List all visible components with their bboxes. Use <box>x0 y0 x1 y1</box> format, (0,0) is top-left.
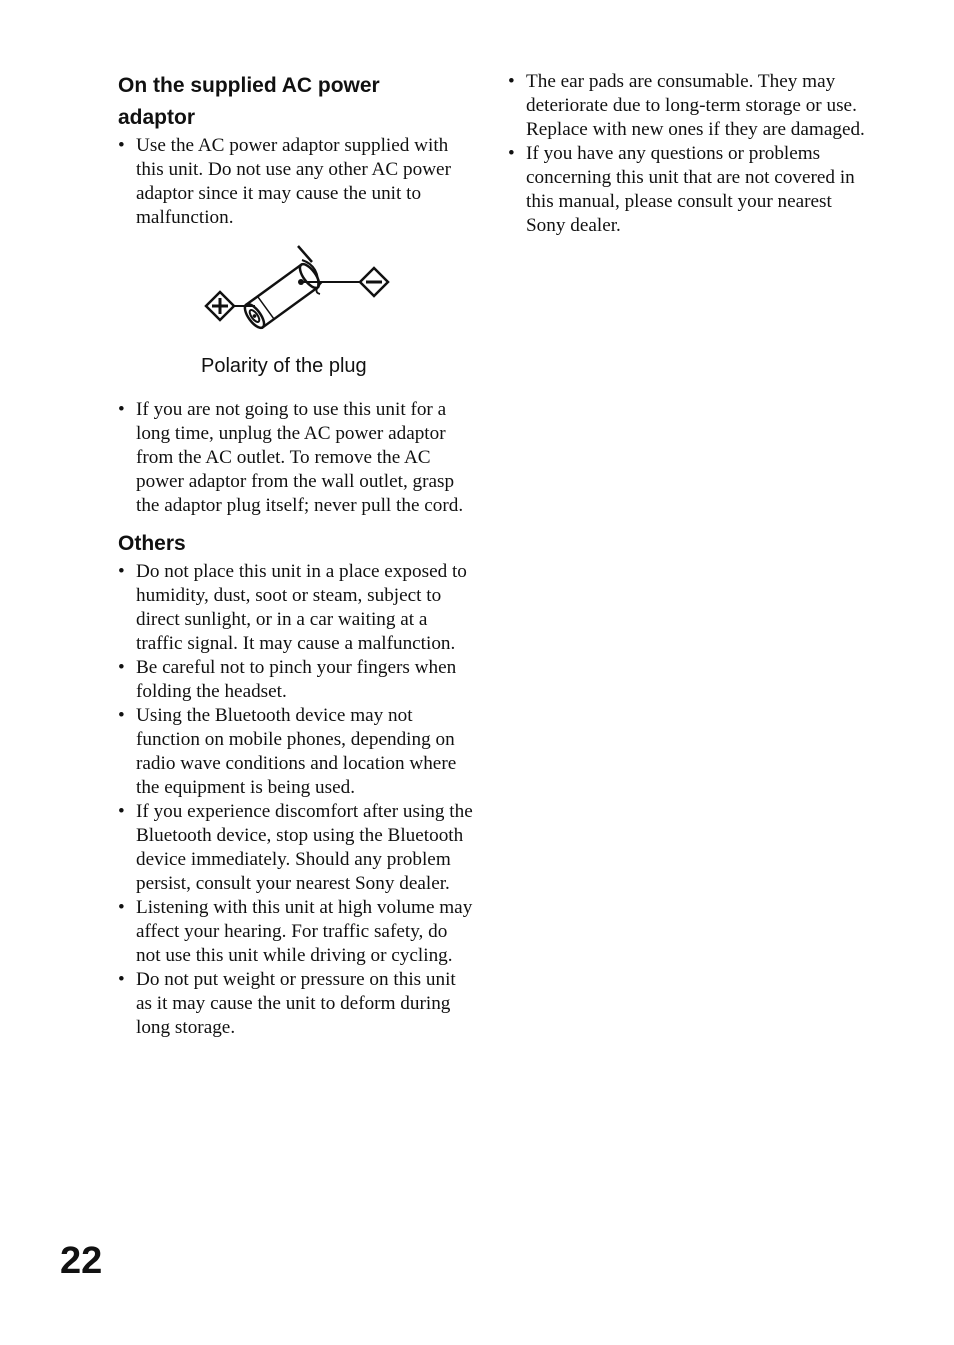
list-item-text: If you are not going to use this unit for a long time, unplug the AC power adaptor from the AC outlet. To remove the AC power adaptor from the wall outlet, grasp the adaptor plug itself; never pull the cord. <box>136 399 464 516</box>
bullet: • <box>118 135 125 156</box>
section-title-line-2: adaptor <box>118 106 196 129</box>
list-item-text: Be careful not to pinch your fingers when folding the headset. <box>136 657 457 702</box>
plug-polarity-figure <box>118 244 474 386</box>
ac-adaptor-list-1 <box>118 134 474 230</box>
bullet: • <box>118 561 125 582</box>
list-item <box>118 968 474 1040</box>
list-item <box>118 134 474 230</box>
list-item-text: Using the Bluetooth device may not function on mobile phones, depending on radio wave conditions and location where the equipment is being used. <box>136 705 457 798</box>
page-number: 22 <box>60 1240 103 1282</box>
list-item <box>118 800 474 896</box>
bullet: • <box>508 143 515 164</box>
bullet: • <box>118 897 125 918</box>
bullet: • <box>118 801 125 822</box>
list-item-text: Listening with this unit at high volume may affect your hearing. For traffic safety, do not use this unit while driving or cycling. <box>136 897 473 966</box>
list-item-text: If you have any questions or problems concerning this unit that are not covered in this manual, please consult your nearest Sony dealer. <box>526 143 855 236</box>
list-item-text: The ear pads are consumable. They may deteriorate due to long-term storage or use. Replace with new ones if they are damaged. <box>526 71 865 140</box>
list-item-text: Do not place this unit in a place exposed to humidity, dust, soot or steam, subject to direct sunlight, or in a car waiting at a traffic signal. It may cause a malfunction. <box>136 561 467 654</box>
list-item-text: Use the AC power adaptor supplied with this unit. Do not use any other AC power adaptor since it may cause the unit to malfunction. <box>136 135 451 228</box>
bullet: • <box>118 969 125 990</box>
section-title-line-1: On the supplied AC power <box>118 74 380 97</box>
list-item-text: Do not put weight or pressure on this unit as it may cause the unit to deform during long storage. <box>136 969 456 1038</box>
list-item <box>118 398 474 518</box>
plug-polarity-diagram <box>202 244 402 344</box>
list-item <box>118 896 474 968</box>
plus-terminal-icon <box>206 292 234 320</box>
bullet: • <box>118 657 125 678</box>
list-item <box>118 704 474 800</box>
list-item <box>508 142 868 238</box>
bullet: • <box>118 705 125 726</box>
right-list <box>508 70 868 238</box>
others-list <box>118 560 474 1040</box>
list-item <box>118 656 474 704</box>
section-title-ac-adaptor <box>118 70 474 134</box>
minus-terminal-icon <box>360 268 388 296</box>
list-item-text: If you experience discomfort after using the Bluetooth device, stop using the Bluetooth device immediately. Should any problem persist, consult your nearest Sony dealer. <box>136 801 473 894</box>
bullet: • <box>508 71 515 92</box>
list-item <box>118 560 474 656</box>
section-title-others: Others <box>118 532 186 555</box>
left-column <box>118 70 474 1040</box>
list-item <box>508 70 868 142</box>
figure-caption: Polarity of the plug <box>201 355 367 377</box>
right-column <box>508 70 868 238</box>
ac-adaptor-list-2 <box>118 398 474 518</box>
bullet: • <box>118 399 125 420</box>
